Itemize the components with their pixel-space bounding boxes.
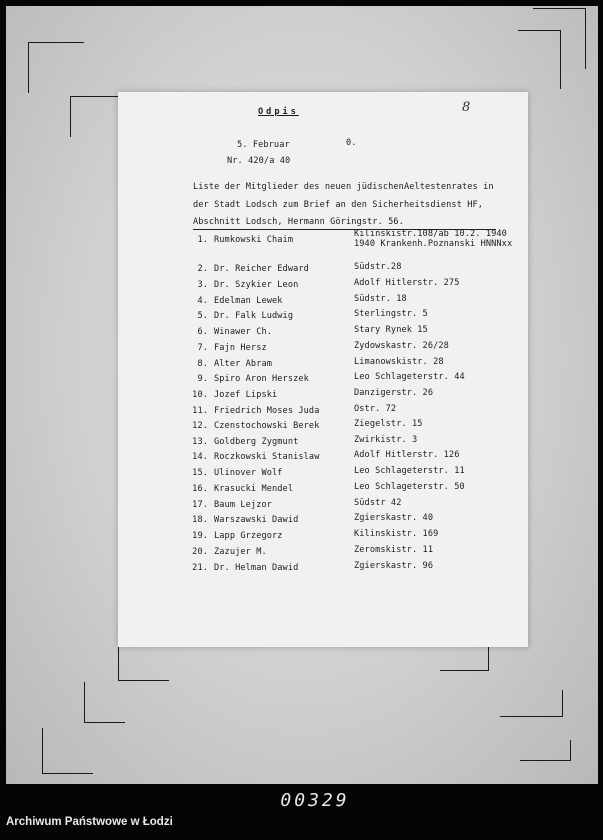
member-address: Zgierskastr. 40 <box>354 513 434 523</box>
member-address: Sterlingstr. 5 <box>354 309 428 319</box>
frame-counter: 00329 <box>280 790 350 811</box>
member-entry <box>192 531 283 541</box>
member-number: 8. <box>197 359 208 369</box>
member-entry <box>192 468 283 478</box>
crop-mark <box>84 682 125 723</box>
member-address: Zgierskastr. 96 <box>354 561 434 571</box>
member-entry <box>192 452 319 462</box>
document-reference: Nr. 420/a 40 <box>227 156 291 166</box>
member-address-note: 1940 Krankenh.Poznanski HNNNxx <box>354 239 513 249</box>
member-name: Spiro Aron Herszek <box>214 374 309 384</box>
member-entry <box>192 547 267 557</box>
intro-line: Abschnitt Lodsch, Hermann Göringstr. 56. <box>193 217 404 227</box>
member-entry <box>192 500 272 510</box>
document-heading: Odpis <box>258 107 299 117</box>
member-entry <box>192 484 293 494</box>
member-name: Dr. Szykier Leon <box>214 280 299 290</box>
member-number: 13. <box>192 437 208 447</box>
member-name: Dr. Reicher Edward <box>214 264 309 274</box>
member-address: Südstr 42 <box>354 498 402 508</box>
member-name: Czenstochowski Berek <box>214 421 320 431</box>
document-page <box>118 92 528 647</box>
member-address: Adolf Hitlerstr. 275 <box>354 278 460 288</box>
member-address: Zeromskistr. 11 <box>354 545 434 555</box>
member-number: 16. <box>192 484 208 494</box>
member-name: Rumkowski Chaim <box>214 235 294 245</box>
member-entry <box>192 343 267 353</box>
member-name: Zazujer M. <box>214 547 267 557</box>
member-name: Roczkowski Stanislaw <box>214 452 320 462</box>
member-number: 19. <box>192 531 208 541</box>
member-name: Krasucki Mendel <box>214 484 294 494</box>
member-address: Danzigerstr. 26 <box>354 388 434 398</box>
member-number: 3. <box>197 280 208 290</box>
member-name: Dr. Falk Ludwig <box>214 311 294 321</box>
member-address: Ziegelstr. 15 <box>354 419 423 429</box>
member-number: 11. <box>192 406 208 416</box>
crop-mark <box>42 728 93 774</box>
member-entry <box>192 515 298 525</box>
crop-mark <box>533 8 586 69</box>
member-name: Alter Abram <box>214 359 273 369</box>
member-number: 10. <box>192 390 208 400</box>
member-address: Kilinskistr. 169 <box>354 529 439 539</box>
member-entry <box>192 359 272 369</box>
member-number: 6. <box>197 327 208 337</box>
member-address: Leo Schlageterstr. 11 <box>354 466 465 476</box>
member-address: Stary Rynek 15 <box>354 325 428 335</box>
member-entry <box>192 311 293 321</box>
member-address: Südstr.28 <box>354 262 402 272</box>
date-year-fragment: 0. <box>346 138 357 148</box>
member-name: Fajn Hersz <box>214 343 267 353</box>
member-entry <box>192 390 277 400</box>
member-address: Südstr. 18 <box>354 294 407 304</box>
member-entry <box>192 563 298 573</box>
member-number: 4. <box>197 296 208 306</box>
crop-mark <box>520 740 571 761</box>
member-number: 9. <box>197 374 208 384</box>
member-address: Adolf Hitlerstr. 126 <box>354 450 460 460</box>
member-name: Edelman Lewek <box>214 296 283 306</box>
member-address: Kilinskistr.108/ab 10.2. 1940 <box>354 229 507 239</box>
intro-line: Liste der Mitglieder des neuen jüdischenAeltestenrates in <box>193 182 494 192</box>
archive-label: Archiwum Państwowe w Łodzi <box>6 816 173 828</box>
member-number: 12. <box>192 421 208 431</box>
member-name: Lapp Grzegorz <box>214 531 283 541</box>
member-number: 5. <box>197 311 208 321</box>
member-address: Leo Schlageterstr. 44 <box>354 372 465 382</box>
crop-mark <box>500 690 563 717</box>
member-number: 20. <box>192 547 208 557</box>
member-name: Baum Lejzor <box>214 500 273 510</box>
member-number: 2. <box>197 264 208 274</box>
member-name: Goldberg Zygmunt <box>214 437 299 447</box>
member-entry <box>192 296 283 306</box>
member-name: Warszawski Dawid <box>214 515 299 525</box>
crop-mark <box>28 42 84 93</box>
member-entry <box>192 406 319 416</box>
handwritten-page-number: 8 <box>462 100 471 115</box>
member-number: 18. <box>192 515 208 525</box>
member-name: Friedrich Moses Juda <box>214 406 320 416</box>
member-number: 15. <box>192 468 208 478</box>
member-number: 14. <box>192 452 208 462</box>
member-address: Zwirkistr. 3 <box>354 435 418 445</box>
member-entry <box>192 280 298 290</box>
member-name: Ulinover Wolf <box>214 468 283 478</box>
member-number: 1. <box>197 235 208 245</box>
member-name: Dr. Helman Dawid <box>214 563 299 573</box>
member-number: 21. <box>192 563 208 573</box>
member-number: 7. <box>197 343 208 353</box>
member-name: Jozef Lipski <box>214 390 278 400</box>
member-entry <box>192 374 309 384</box>
member-entry <box>192 235 293 245</box>
member-address: Limanowskistr. 28 <box>354 357 444 367</box>
intro-line: der Stadt Lodsch zum Brief an den Sicherheitsdienst HF, <box>193 200 484 210</box>
member-number: 17. <box>192 500 208 510</box>
member-entry <box>192 437 298 447</box>
member-entry <box>192 421 319 431</box>
member-entry <box>192 264 309 274</box>
member-name: Winawer Ch. <box>214 327 273 337</box>
document-date: 5. Februar <box>237 140 290 150</box>
member-entry <box>192 327 272 337</box>
member-address: Zydowskastr. 26/28 <box>354 341 449 351</box>
member-address: Ostr. 72 <box>354 404 397 414</box>
member-address: Leo Schlageterstr. 50 <box>354 482 465 492</box>
